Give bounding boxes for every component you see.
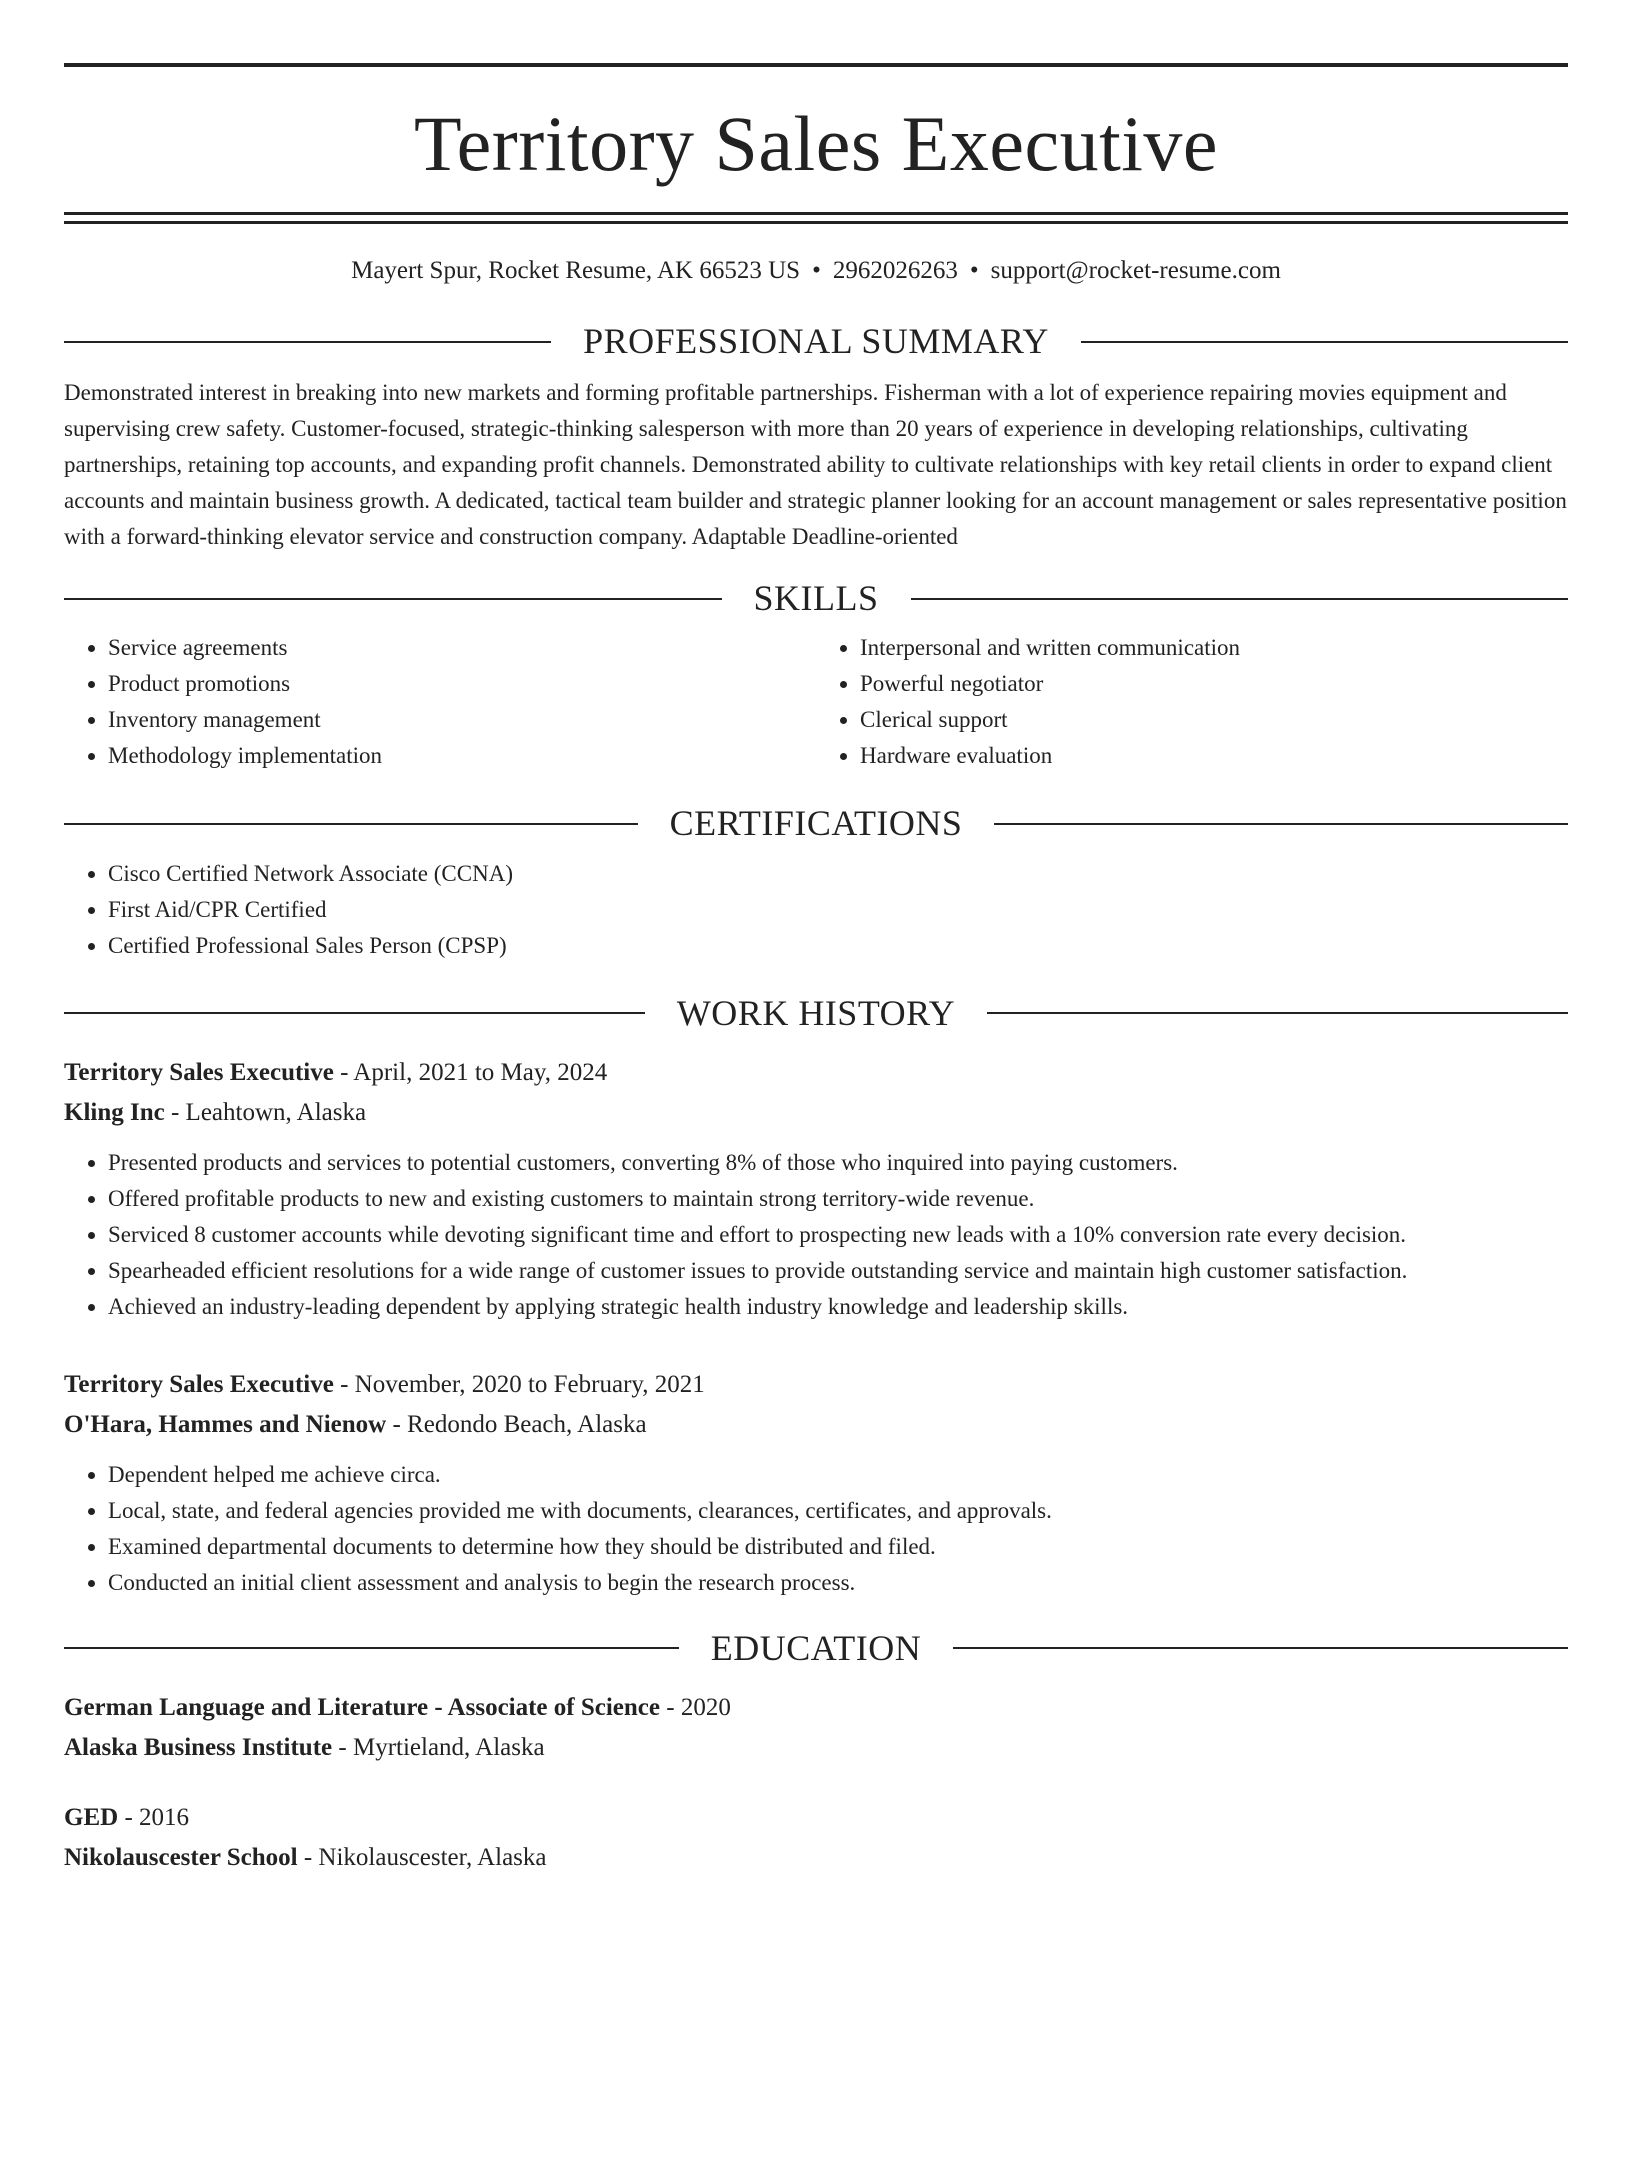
- skill-item: • Methodology implementation: [108, 738, 816, 774]
- job-bullet: • Achieved an industry-leading dependent by applying strategic health industry knowledge and leadership skills.: [108, 1289, 1568, 1325]
- job-title: Territory Sales Executive: [64, 1370, 334, 1398]
- education-entry: [64, 1798, 1568, 1878]
- top-rule: [64, 63, 1568, 67]
- certification-item: • Cisco Certified Network Associate (CCNA): [108, 856, 1568, 892]
- skills-list: [64, 630, 1568, 774]
- contact-separator: •: [812, 257, 821, 284]
- section-title-work: WORK HISTORY: [676, 992, 956, 1033]
- job-bullets: [64, 1145, 1568, 1325]
- section-header-work: [64, 992, 1568, 1035]
- section-rule: [64, 598, 722, 600]
- certifications-list: [64, 856, 1568, 964]
- job-bullet: • Offered profitable products to new and existing customers to maintain strong territory-wide revenue.: [108, 1181, 1568, 1217]
- section-header-skills: [64, 577, 1568, 620]
- education-year: - 2016: [118, 1803, 190, 1831]
- education-degree-line: [64, 1688, 1568, 1728]
- education-school: Nikolauscester School: [64, 1843, 298, 1871]
- job-bullet: • Spearheaded efficient resolutions for a wide range of customer issues to provide outstanding service and maintain high customer satisfaction.: [108, 1253, 1568, 1289]
- job-location: - Leahtown, Alaska: [164, 1098, 367, 1126]
- job-entry: [64, 1053, 1568, 1325]
- education-degree-line: [64, 1798, 1568, 1838]
- section-header-certifications: [64, 802, 1568, 845]
- certification-item: • First Aid/CPR Certified: [108, 892, 1568, 928]
- section-rule: [911, 598, 1569, 600]
- job-dates: - April, 2021 to May, 2024: [333, 1058, 608, 1086]
- job-bullet: • Local, state, and federal agencies provided me with documents, clearances, certificates, and approvals.: [108, 1493, 1568, 1529]
- section-header-education: [64, 1627, 1568, 1670]
- section-rule: [64, 823, 638, 825]
- summary-text: Demonstrated interest in breaking into new markets and forming profitable partnerships. Fisherman with a lot of experience repairing movies equipment and supervising crew safety. Customer-focused, strategic-thinking salesperson with more than 20 years of experience in developing relationships, cultivating partnerships, retaining top accounts, and expanding profit channels. Demonstrated ability to cultivate relationships with key retail clients in order to expand client accounts and maintain business growth. A dedicated, tactical team builder and strategic planner looking for an account management or sales representative position with a forward-thinking elevator service and construction company. Adaptable Deadline-oriented: [64, 380, 1567, 550]
- job-bullets: [64, 1457, 1568, 1601]
- job-dates: - November, 2020 to February, 2021: [333, 1370, 705, 1398]
- contact-phone[interactable]: 2962026263: [832, 257, 958, 284]
- resume-title: Territory Sales Executive: [413, 100, 1219, 187]
- section-rule: [994, 823, 1568, 825]
- skill-item: • Hardware evaluation: [860, 738, 1568, 774]
- skills-column-right: [816, 630, 1568, 774]
- section-rule: [953, 1647, 1568, 1649]
- contact-address: Mayert Spur, Rocket Resume, AK 66523 US: [351, 257, 801, 284]
- education-location: - Nikolauscester, Alaska: [297, 1843, 547, 1871]
- section-header-summary: [64, 320, 1568, 363]
- job-company-line: [64, 1405, 1568, 1445]
- job-entry: [64, 1365, 1568, 1601]
- education-degree: German Language and Literature - Associate of Science: [64, 1693, 660, 1721]
- job-bullet: • Dependent helped me achieve circa.: [108, 1457, 1568, 1493]
- education-location: - Myrtieland, Alaska: [332, 1733, 545, 1761]
- certification-item: • Certified Professional Sales Person (CPSP): [108, 928, 1568, 964]
- job-bullet: • Conducted an initial client assessment and analysis to begin the research process.: [108, 1565, 1568, 1601]
- education-entry: [64, 1688, 1568, 1768]
- skill-item: • Powerful negotiator: [860, 666, 1568, 702]
- education-school-line: [64, 1838, 1568, 1878]
- contact-separator: •: [969, 257, 979, 284]
- section-rule: [987, 1012, 1568, 1014]
- job-location: - Redondo Beach, Alaska: [386, 1410, 647, 1438]
- job-company-line: [64, 1093, 1568, 1133]
- section-title-education: EDUCATION: [710, 1627, 922, 1668]
- skills-column-left: [64, 630, 816, 774]
- section-rule: [64, 1647, 679, 1649]
- job-company: O'Hara, Hammes and Nienow: [64, 1410, 387, 1438]
- job-title: Territory Sales Executive: [64, 1058, 334, 1086]
- job-bullet: • Presented products and services to potential customers, converting 8% of those who inquired into paying customers.: [108, 1145, 1568, 1181]
- title-double-rule: [64, 212, 1568, 224]
- skill-item: • Interpersonal and written communication: [860, 630, 1568, 666]
- job-bullet: • Examined departmental documents to determine how they should be distributed and filed.: [108, 1529, 1568, 1565]
- skill-item: • Product promotions: [108, 666, 816, 702]
- section-title-skills: SKILLS: [753, 578, 879, 619]
- job-bullet: • Serviced 8 customer accounts while devoting significant time and effort to prospecting new leads with a 10% conversion rate every decision.: [108, 1217, 1568, 1253]
- contact-email[interactable]: support@rocket-resume.com: [990, 257, 1281, 284]
- skill-item: • Service agreements: [108, 630, 816, 666]
- skill-item: • Clerical support: [860, 702, 1568, 738]
- section-title-summary: PROFESSIONAL SUMMARY: [583, 321, 1049, 361]
- skill-item: • Inventory management: [108, 702, 816, 738]
- education-school-line: [64, 1728, 1568, 1768]
- education-school: Alaska Business Institute: [64, 1733, 333, 1761]
- contact-line: [64, 256, 1568, 286]
- education-degree: GED: [64, 1803, 119, 1831]
- resume-page: [0, 63, 1632, 2175]
- section-rule: [1081, 341, 1568, 343]
- education-year: - 2020: [660, 1693, 731, 1721]
- section-rule: [64, 1012, 645, 1014]
- job-company: Kling Inc: [64, 1098, 165, 1126]
- job-title-line: [64, 1053, 1568, 1093]
- section-rule: [64, 341, 551, 343]
- section-title-certifications: CERTIFICATIONS: [669, 803, 963, 844]
- job-title-line: [64, 1365, 1568, 1405]
